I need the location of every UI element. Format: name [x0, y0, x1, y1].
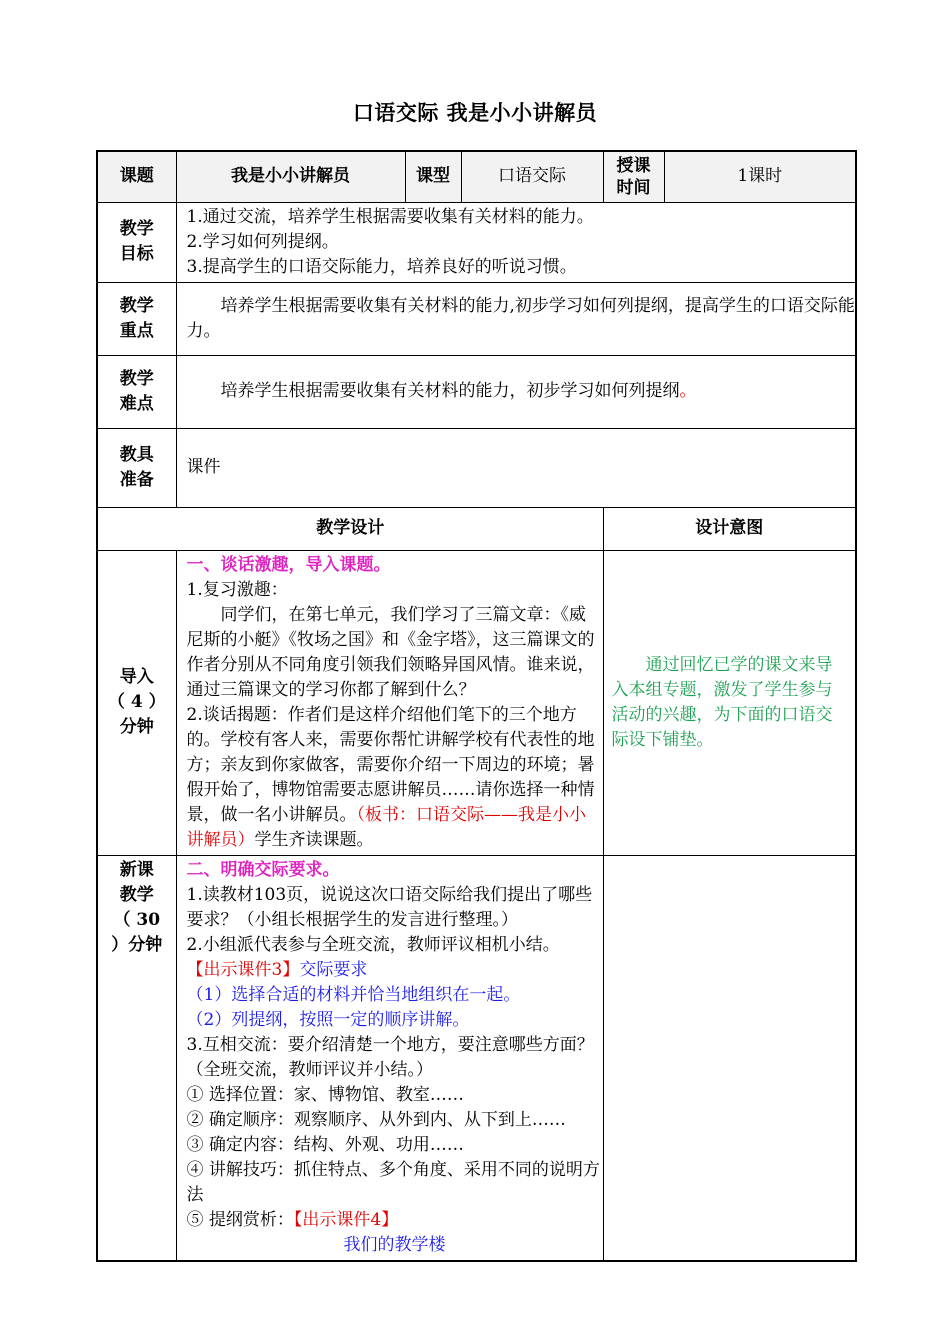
- page-title: 口语交际 我是小小讲解员: [352, 100, 598, 125]
- section2-label-line2: 教学: [119, 884, 154, 905]
- section1-p3-tail: 学生齐读课题。: [254, 829, 374, 850]
- design-header-row: [97, 507, 856, 550]
- difficulty-end-mark: 。: [679, 381, 697, 401]
- intent-header: 设计意图: [603, 507, 856, 550]
- difficulty-paragraph: [187, 379, 856, 404]
- section1-intent-cell: [603, 550, 856, 855]
- section2-row: [97, 855, 856, 1261]
- focus-row: [97, 282, 856, 355]
- focus-label-line1: 教学: [119, 295, 154, 316]
- section2-p3: [187, 958, 603, 983]
- goals-label-line1: 教学: [119, 219, 154, 239]
- tools-label-line2: 准备: [119, 469, 154, 490]
- focus-label-line2: 重点: [119, 320, 154, 341]
- tools-label-line1: 教具: [119, 444, 154, 465]
- section2-p5: （2）列提纲，按照一定的顺序讲解。: [186, 1009, 470, 1030]
- section2-p7: ① 选择位置：家、博物馆、教室……: [186, 1084, 464, 1105]
- goal-item-2: 2.学习如何列提纲。: [186, 231, 339, 252]
- difficulty-content: [176, 355, 856, 428]
- section2-p4: （1）选择合适的材料并恰当地组织在一起。: [186, 984, 521, 1005]
- difficulty-row: [97, 355, 856, 428]
- section1-label-line3: 分钟: [119, 717, 154, 737]
- time-label: [603, 151, 664, 202]
- tools-label: [97, 428, 176, 507]
- section2-p2: 2.小组派代表参与全班交流，教师评议相机小结。: [186, 934, 560, 955]
- section1-intent: 通过回忆已学的课文来导入本组专题，激发了学生参与活动的兴趣，为下面的口语交际设下铺垫。: [611, 654, 833, 750]
- section2-label: [97, 855, 176, 1261]
- type-value: 口语交际: [461, 151, 603, 202]
- section1-content: [176, 550, 603, 855]
- focus-label: [97, 282, 176, 355]
- goals-label-line2: 目标: [119, 244, 154, 264]
- section2-p1: 1.读教材103页，说说这次口语交际给我们提出了哪些要求？（小组长根据学生的发言进行整理。）: [186, 884, 593, 930]
- time-label-line2: 时间: [616, 177, 651, 198]
- difficulty-text: 培养学生根据需要收集有关材料的能力，初步学习如何列提纲: [220, 381, 680, 401]
- section2-slide-ref-3: 【出示课件3】: [186, 959, 300, 980]
- section2-p11-text: ⑤ 提纲赏析：: [186, 1209, 294, 1230]
- goals-label: [97, 202, 176, 282]
- section2-intent-cell: [603, 855, 856, 1261]
- section2-heading: 二、明确交际要求。: [186, 859, 340, 880]
- design-header: 教学设计: [97, 507, 603, 550]
- tools-content: 课件: [176, 428, 856, 507]
- difficulty-label-line1: 教学: [119, 368, 154, 389]
- section2-label-line1: 新课: [119, 859, 154, 880]
- section2-p9: ③ 确定内容：结构、外观、功用……: [186, 1134, 464, 1155]
- time-value: 1课时: [664, 151, 856, 202]
- section1-p2: 同学们，在第七单元，我们学习了三篇文章：《威尼斯的小艇》《牧场之国》和《金字塔》，这三篇课文的作者分别从不同角度引领我们领略异国风情。谁来说，通过三篇课文的学习你都了解到什么？: [186, 604, 595, 700]
- section1-p1: 1.复习激趣：: [186, 579, 288, 600]
- section1-label-line2: （ 4 ）: [107, 692, 166, 712]
- section1-heading: 一、谈话激趣，导入课题。: [186, 554, 391, 575]
- difficulty-label: [97, 355, 176, 428]
- tools-row: [97, 428, 856, 507]
- section1-blackboard-note: （板书：口语交际——我是小小讲解员）: [186, 804, 586, 850]
- topic-value: 我是小小讲解员: [176, 151, 405, 202]
- lesson-plan-table: [96, 150, 857, 1262]
- section2-p8: ② 确定顺序：观察顺序、从外到内、从下到上……: [186, 1109, 566, 1130]
- section2-p6: 3.互相交流：要介绍清楚一个地方，要注意哪些方面？（全班交流，教师评议并小结。）: [186, 1034, 594, 1080]
- section2-content: [176, 855, 603, 1261]
- section2-label-line4: ）分钟: [111, 934, 163, 955]
- goal-item-1: 1.通过交流，培养学生根据需要收集有关材料的能力。: [186, 206, 594, 227]
- goals-content: [176, 202, 856, 282]
- difficulty-label-line2: 难点: [119, 393, 154, 414]
- section2-label-line3: （ 30: [113, 909, 161, 930]
- section2-p10: ④ 讲解技巧：抓住特点、多个角度、采用不同的说明方法: [186, 1159, 600, 1205]
- goal-item-3: 3.提高学生的口语交际能力，培养良好的听说习惯。: [186, 256, 577, 277]
- goals-row: [97, 202, 856, 282]
- section2-slide-ref-4: 【出示课件4】: [293, 1209, 399, 1230]
- section1-p3-text: 2.谈话揭题：作者们是这样介绍他们笔下的三个地方的。学校有客人来，需要你帮忙讲解学校有代表性的地方；亲友到你家做客，需要你介绍一下周边的环境；暑假开始了，博物馆需要志愿讲解员……请你选择一种情景，做一名小讲解员。: [186, 704, 595, 825]
- header-row: [97, 151, 856, 202]
- focus-content: [176, 282, 856, 355]
- section1-p3: [187, 703, 603, 853]
- type-label: 课型: [405, 151, 461, 202]
- section1-label-line1: 导入: [119, 667, 154, 687]
- section1-row: [97, 550, 856, 855]
- section2-requirements-title: 交际要求: [299, 959, 368, 980]
- section2-p12: 我们的教学楼: [343, 1234, 446, 1255]
- time-label-line1: 授课: [616, 155, 651, 176]
- section2-p11: [187, 1208, 603, 1233]
- section1-label: [97, 550, 176, 855]
- focus-text: 培养学生根据需要收集有关材料的能力,初步学习如何列提纲，提高学生的口语交际能力。: [186, 295, 855, 341]
- topic-label: 课题: [97, 151, 176, 202]
